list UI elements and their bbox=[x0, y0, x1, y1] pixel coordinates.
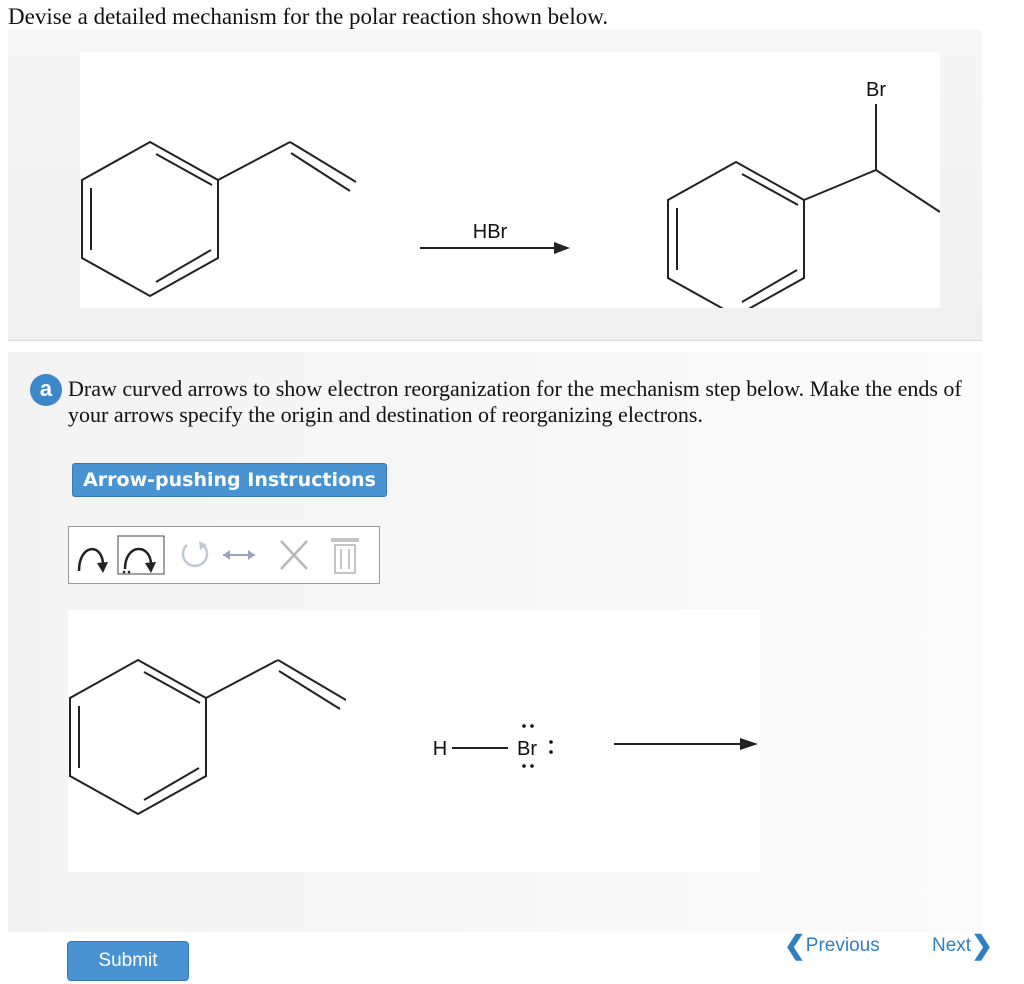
reaction-panel bbox=[8, 30, 982, 341]
previous-button[interactable] bbox=[784, 930, 880, 961]
br-atom[interactable]: Br bbox=[517, 738, 537, 760]
curved-arrow-icon[interactable] bbox=[73, 535, 113, 575]
chevron-right-icon: ❯ bbox=[971, 930, 993, 960]
trash-icon[interactable] bbox=[327, 535, 363, 575]
product-structure bbox=[668, 104, 940, 308]
drawing-canvas[interactable] bbox=[68, 610, 760, 872]
previous-label: Previous bbox=[805, 935, 880, 956]
next-button[interactable] bbox=[932, 930, 993, 961]
part-badge: a bbox=[30, 374, 62, 406]
next-label: Next bbox=[932, 935, 972, 956]
part-instructions: Draw curved arrows to show electron reorganization for the mechanism step below. Make the ends of your arrows specify the origin and destination of reorganizing electrons. bbox=[68, 376, 962, 427]
cycle-icon[interactable] bbox=[177, 535, 213, 575]
h-atom[interactable]: H bbox=[432, 738, 448, 760]
styrene-structure bbox=[82, 142, 356, 296]
arrow-toolbar bbox=[68, 526, 380, 584]
reagent-label: HBr bbox=[472, 221, 508, 243]
reaction-scheme bbox=[80, 52, 940, 308]
question-prompt: Devise a detailed mechanism for the polar reaction shown below. bbox=[8, 4, 609, 29]
delete-x-icon[interactable] bbox=[275, 535, 311, 575]
resonance-arrow-icon[interactable] bbox=[217, 535, 261, 575]
product-br-label: Br bbox=[866, 79, 886, 101]
submit-button[interactable]: Submit bbox=[67, 941, 189, 981]
chevron-left-icon: ❮ bbox=[784, 930, 806, 960]
styrene-structure bbox=[70, 660, 346, 814]
arrow-pushing-instructions-button[interactable]: Arrow-pushing Instructions bbox=[72, 463, 387, 497]
curved-arrow-pair-icon[interactable] bbox=[117, 535, 165, 575]
